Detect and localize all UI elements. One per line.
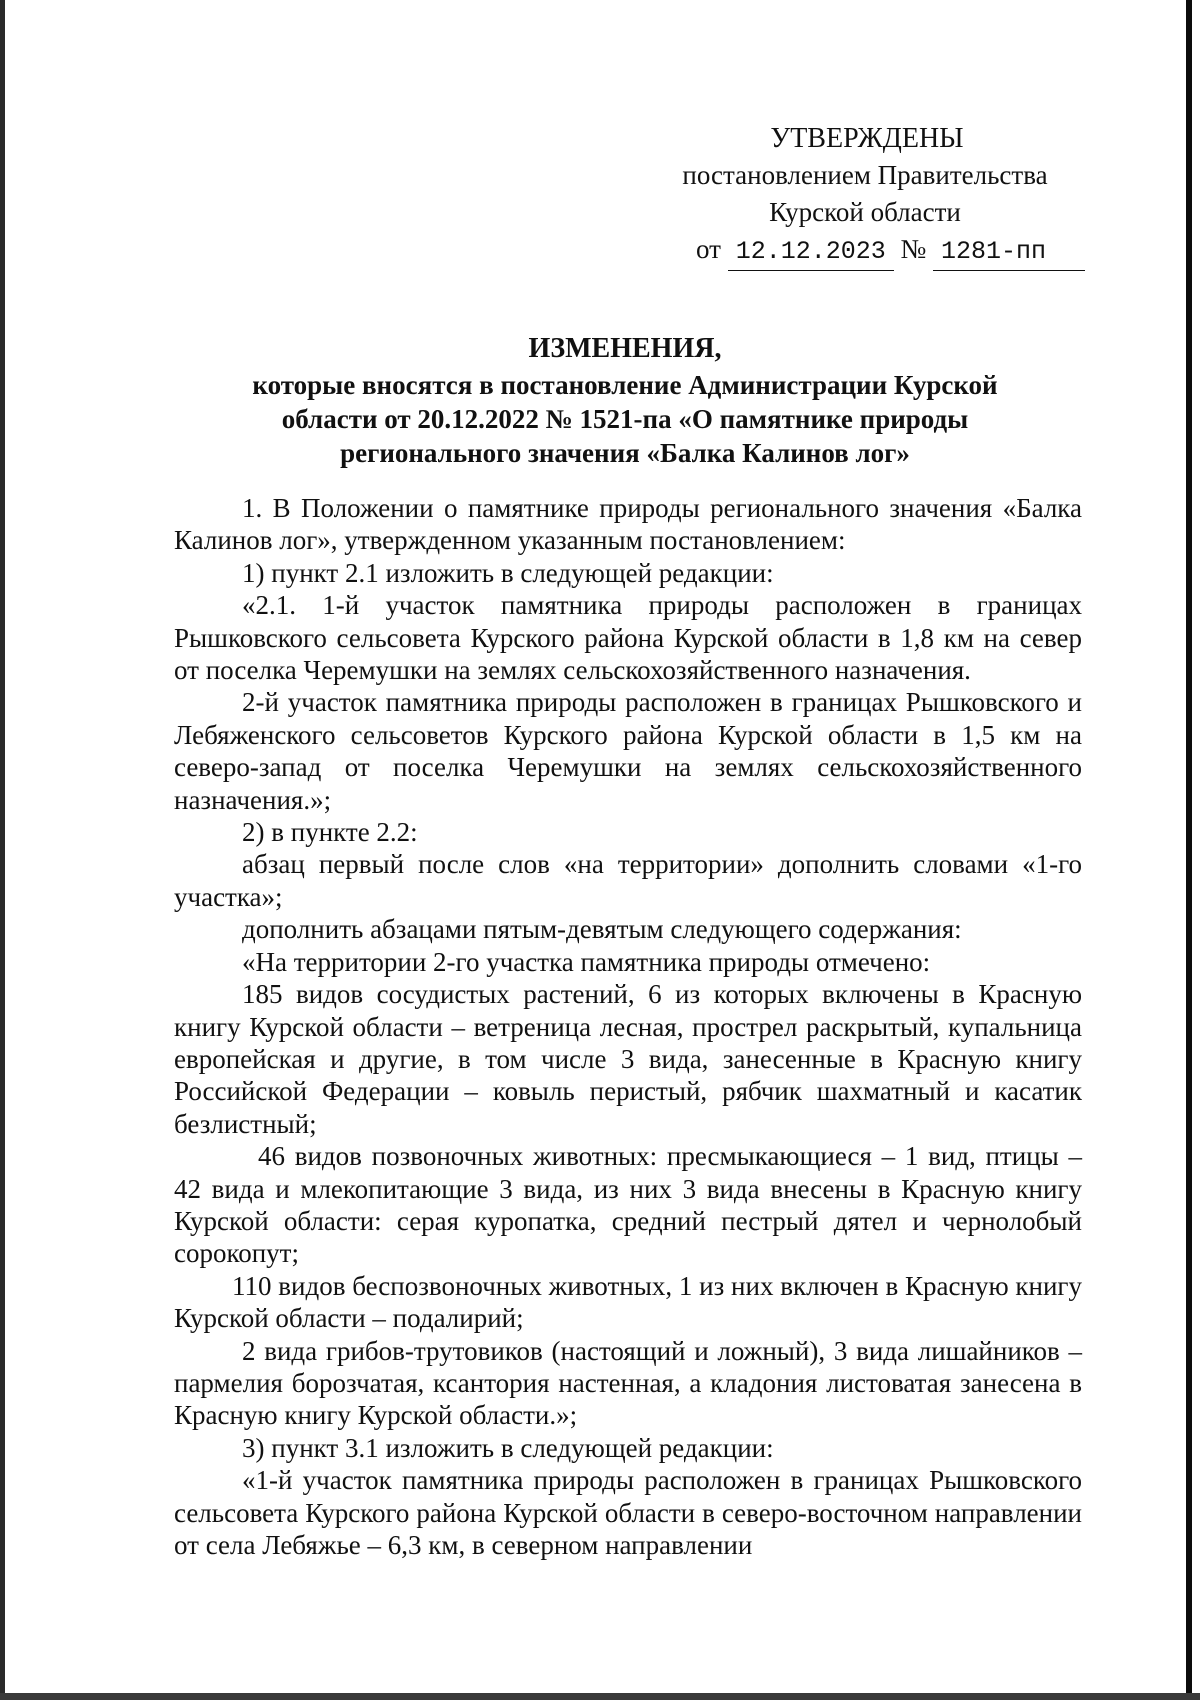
paragraph: 110 видов беспозвоночных животных, 1 из них включен в Красную книгу Курской области – подалирий; <box>174 1270 1082 1334</box>
paragraph: абзац первый после слов «на территории» дополнить словами «1-го участка»; <box>174 849 1082 912</box>
approval-date-line <box>640 231 1090 271</box>
title-heading: ИЗМЕНЕНИЯ, <box>528 333 722 364</box>
paragraph: 2 вида грибов-трутовиков (настоящий и ложный), 3 вида лишайников – пармелия борозчатая, ксантория настенная, а кладония листоватая занесена в Красную книгу Курской области.»; <box>174 1335 1082 1431</box>
paragraph: 1. В Положении о памятнике природы регионального значения «Балка Калинов лог», утвержденном указанным постановлением: <box>174 493 1082 556</box>
approval-line: Курской области <box>769 197 961 227</box>
paragraph: 3) пункт 3.1 изложить в следующей редакции: <box>242 1432 774 1463</box>
paragraph: 2) в пункте 2.2: <box>242 817 418 848</box>
scan-edge-bottom <box>0 1693 1200 1700</box>
scan-edge-left <box>0 0 5 1700</box>
paragraph: «На территории 2-го участка памятника природы отмечено: <box>242 946 931 977</box>
paragraph: 46 видов позвоночных животных: пресмыкающиеся – 1 вид, птицы – 42 вида и млекопитающие 3 вида, из них 3 вида внесены в Красную книгу Курской области: серая куропатка, средний пестрый дятел и чернолобый сорокопут; <box>174 1141 1082 1269</box>
approval-date: 12.12.2023 <box>728 233 894 271</box>
paragraph: 185 видов сосудистых растений, 6 из которых включены в Красную книгу Курской области – ветреница лесная, прострел раскрытый, купальница европейская и другие, в том числе 3 вида, занесенные в Красную книгу Российской Федерации – ковыль перистый, рябчик шахматный и касатик безлистный; <box>174 979 1082 1139</box>
number-prefix: № <box>900 234 927 264</box>
approval-line: постановлением Правительства <box>682 160 1048 190</box>
document-body <box>174 492 1082 1561</box>
paragraph: дополнить абзацами пятым-девятым следующего содержания: <box>242 914 962 945</box>
approval-number: 1281-пп <box>933 233 1085 271</box>
approval-heading: УТВЕРЖДЕНЫ <box>770 123 964 154</box>
approval-block <box>640 120 1090 271</box>
title-line: регионального значения «Балка Калинов лог» <box>340 438 910 468</box>
date-prefix: от <box>696 234 721 264</box>
paragraph: 1) пункт 2.1 изложить в следующей редакции: <box>242 557 774 588</box>
paragraph: 2-й участок памятника природы расположен в границах Рышковского и Лебяженского сельсоветов Курского района Курской области в 1,5 км на северо-запад от поселка Черемушки на землях сельскохозяйственного назначения.»; <box>174 687 1082 815</box>
document-title <box>170 332 1080 470</box>
paragraph: «2.1. 1-й участок памятника природы расположен в границах Рышковского сельсовета Курского района Курской области в 1,8 км на север от поселка Черемушки на землях сельскохозяйственного назначения. <box>174 590 1082 686</box>
title-line: которые вносятся в постановление Администрации Курской <box>252 370 998 400</box>
paragraph: «1-й участок памятника природы расположен в границах Рышковского сельсовета Курского района Курской области в северо-восточном направлении от села Лебяжье – 6,3 км, в северном направлении <box>174 1465 1082 1560</box>
scan-edge-right <box>1186 0 1192 1700</box>
title-line: области от 20.12.2022 № 1521-па «О памятнике природы <box>281 404 969 434</box>
